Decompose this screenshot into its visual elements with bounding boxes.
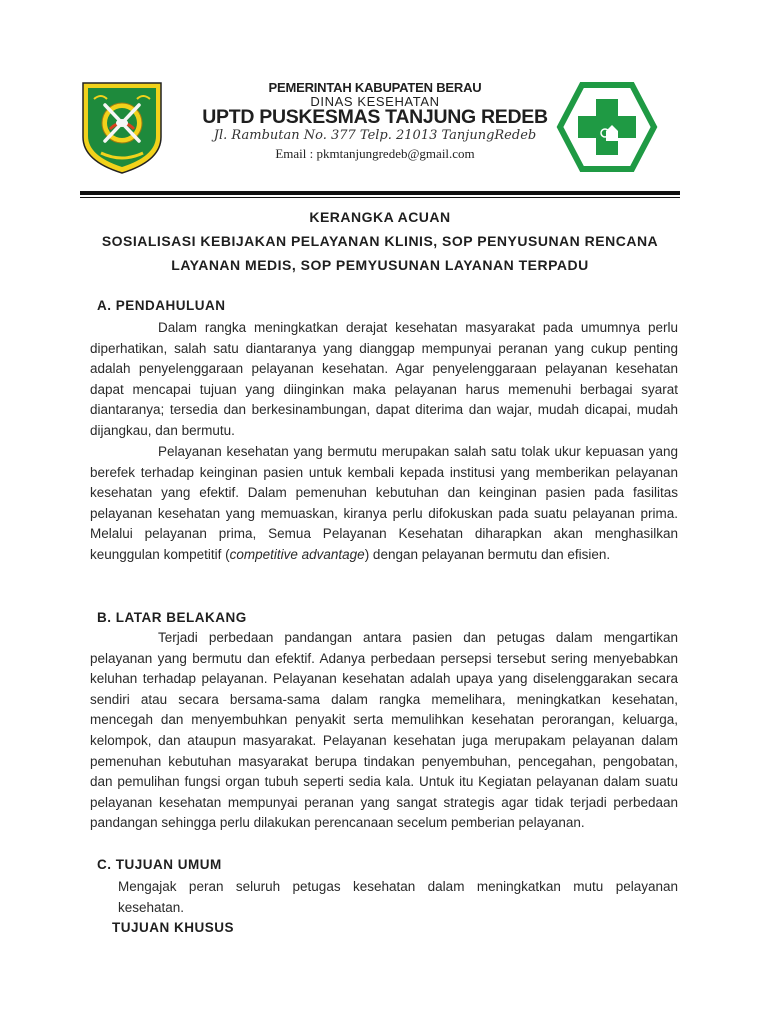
section-a-paragraph-2 — [90, 442, 678, 566]
email: Email : pkmtanjungredeb@gmail.com — [275, 146, 475, 161]
unit-name: UPTD PUSKESMAS TANJUNG REDEB — [202, 106, 548, 128]
section-c-paragraph-1: Mengajak peran seluruh petugas kesehatan dalam meningkatkan mutu pelayanan kesehatan. — [118, 879, 678, 915]
puskesmas-green-cross-icon — [556, 81, 658, 173]
section-c-subheading: TUJUAN KHUSUS — [112, 920, 235, 935]
section-a-paragraph-2-text-end: ) dengan pelayanan bermutu dan efisien. — [364, 546, 611, 562]
document-subtitle-line-1: SOSIALISASI KEBIJAKAN PELAYANAN KLINIS, SOP PENYUSUNAN RENCANA — [101, 233, 659, 249]
section-a-paragraph-1: Dalam rangka meningkatkan derajat kesehatan masyarakat pada umumnya perlu diperhatikan, salah satu diantaranya yang dianggap mempunyai peranan yang cukup penting adalah penyelenggaraan pelayanan kesehatan. Agar penyelenggaraan pelayanan kesehatan dapat mencapai tujuan yang diinginkan maka pelayanan harus memenuhi berbagai syarat diantaranya; tersedia dan berkesinambungan, dapat diterima dan wajar, mudah dicapai, mudah dijangkau, dan bermutu. — [90, 320, 678, 438]
section-a-heading: A. PENDAHULUAN — [97, 298, 226, 313]
department-name: DINAS KESEHATAN — [310, 94, 440, 109]
document-subtitle-line-2: LAYANAN MEDIS, SOP PEMYUSUNAN LAYANAN TERPADU — [171, 257, 589, 273]
document-title: KERANGKA ACUAN — [309, 209, 451, 225]
section-b-paragraph-1: Terjadi perbedaan pandangan antara pasien dan petugas dalam mengartikan pelayanan yang bermutu dan efektif. Adanya perbedaan persepsi tersebut sering menyebabkan keluhan terhadap pelayanan. Pelayanan kesehatan adalah upaya yang diselenggarakan secara sendiri atau secara bersama-sama dalam rangka memelihara, meningkatkan kesehatan, mencegah dan menyembuhkan penyakit serta memulihkan kesehatan perorangan, keluarga, kelompok, dan ataupun masyarakat. Pelayanan kesehatan juga merupakam pelayanan dalam pemenuhan kebutuhan masyarakat berupa tindakan penyembuhan, pencegahan, pengobatan, dan pemulihan fungsi organ tubuh seperti sedia kala. Untuk itu Kegiatan pelayanan dalam suatu pelayanan kesehatan mempunyai peranan yang sangat strategis agar tidak terjadi perbedaan pandangan sehingga perlu dilakukan perencanaan secelum pemberian pelayanan. — [90, 630, 678, 831]
header-rule-thin — [80, 197, 680, 198]
berau-regency-emblem-icon — [79, 79, 165, 175]
header-rule-thick — [80, 191, 680, 195]
address: Jl. Rambutan No. 377 Telp. 21013 TanjungRedeb — [213, 128, 537, 143]
section-c-heading: C. TUJUAN UMUM — [97, 857, 222, 872]
section-a-paragraph-2-italic: competitive advantage — [229, 546, 365, 562]
section-b-heading: B. LATAR BELAKANG — [97, 610, 247, 625]
section-a-paragraph-2-text-start: Pelayanan kesehatan yang bermutu merupakan salah satu tolak ukur kepuasan yang berefek terhadap keinginan pasien untuk kembali kepada institusi yang memberikan pelayanan kesehatan yang efektif. Dalam pemenuhan kebutuhan dan keinginan pasien pada fasilitas pelayanan kesehatan yang memuaskan, kiranya perlu difokuskan pada suatu pelayanan prima. Melalui pelayanan prima, Semua Pelayanan Kesehatan diharapkan akan menghasilkan keunggulan kompetitif ( — [90, 444, 678, 562]
government-name: PEMERINTAH KABUPATEN BERAU — [268, 80, 482, 95]
